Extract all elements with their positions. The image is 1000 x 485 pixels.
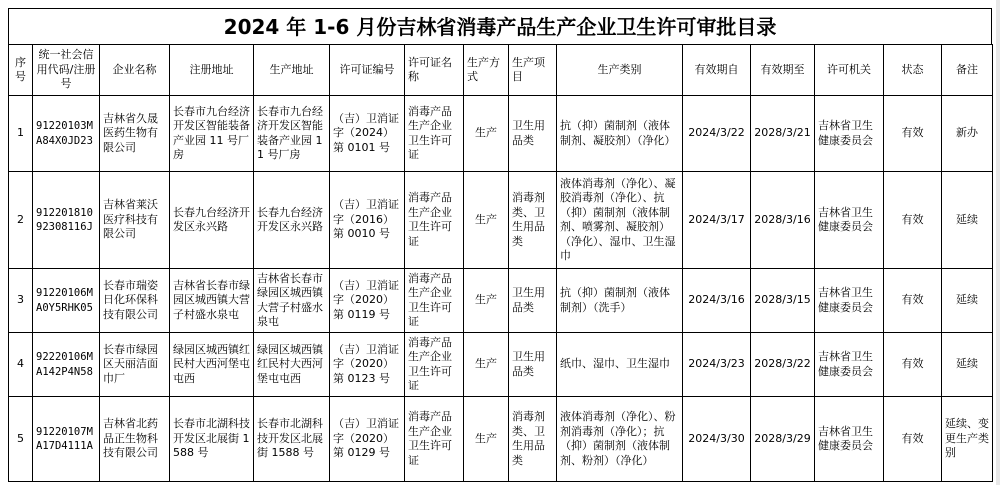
cell-prod-category: 抗（抑）菌制剂（液体制剂、凝胶剂）（净化） <box>557 96 683 172</box>
cell-credit-code: 91220103MA84X0JD23 <box>33 96 100 172</box>
cell-authority: 吉林省卫生健康委员会 <box>815 96 884 172</box>
cell-seq: 1 <box>9 96 33 172</box>
header-license-name: 许可证名称 <box>405 45 464 96</box>
cell-prod-item: 消毒剂类、卫生用品类 <box>509 397 557 482</box>
header-company: 企业名称 <box>100 45 170 96</box>
cell-status: 有效 <box>884 269 942 333</box>
cell-prod-address: 长春市九台经济开发区智能装备产业园 11 号厂房 <box>254 96 330 172</box>
cell-remark: 延续 <box>942 333 993 397</box>
header-credit-code: 统一社会信用代码/注册号 <box>33 45 100 96</box>
cell-company: 吉林省北药品正生物科技有限公司 <box>100 397 170 482</box>
cell-remark: 新办 <box>942 96 993 172</box>
cell-prod-item: 消毒剂类、卫生用品类 <box>509 172 557 269</box>
cell-prod-category: 液体消毒剂（净化）、凝胶消毒剂（净化）、抗（抑）菌制剂（液体制剂、喷雾剂、凝胶剂）（净化）、湿巾、卫生湿巾 <box>557 172 683 269</box>
header-valid-to: 有效期至 <box>751 45 815 96</box>
table-row <box>9 333 993 397</box>
cell-credit-code: 91220107MA17D4111A <box>33 397 100 482</box>
header-license-no: 许可证编号 <box>330 45 405 96</box>
cell-seq: 5 <box>9 397 33 482</box>
cell-license-no: （吉）卫消证字（2020）第 0123 号 <box>330 333 405 397</box>
cell-license-no: （吉）卫消证字（2024）第 0101 号 <box>330 96 405 172</box>
cell-reg-address: 长春市九台经济开发区智能装备产业园 11 号厂房 <box>170 96 254 172</box>
table-row <box>9 397 993 482</box>
table-row <box>9 96 993 172</box>
cell-remark: 延续 <box>942 269 993 333</box>
cell-seq: 4 <box>9 333 33 397</box>
cell-prod-category: 纸巾、湿巾、卫生湿巾 <box>557 333 683 397</box>
cell-prod-address: 绿园区城西镇红民村大西河堡屯屯西 <box>254 333 330 397</box>
cell-prod-item: 卫生用品类 <box>509 333 557 397</box>
cell-credit-code: 92220106MA142P4N58 <box>33 333 100 397</box>
cell-prod-address: 吉林省长春市绿园区城西镇大营子村盛水泉屯 <box>254 269 330 333</box>
cell-valid-to: 2028/3/22 <box>751 333 815 397</box>
table-body <box>9 96 993 482</box>
header-prod-address: 生产地址 <box>254 45 330 96</box>
header-valid-from: 有效期自 <box>683 45 751 96</box>
cell-prod-address: 长春市北湖科技开发区北展街 1588 号 <box>254 397 330 482</box>
cell-reg-address: 长春市北湖科技开发区北展街 1588 号 <box>170 397 254 482</box>
header-prod-category: 生产类别 <box>557 45 683 96</box>
cell-company: 吉林省莱沃医疗科技有限公司 <box>100 172 170 269</box>
cell-credit-code: 91220181092308116J <box>33 172 100 269</box>
cell-valid-from: 2024/3/17 <box>683 172 751 269</box>
table-row <box>9 172 993 269</box>
header-seq: 序号 <box>9 45 33 96</box>
cell-prod-mode: 生产 <box>464 269 509 333</box>
cell-license-name: 消毒产品生产企业卫生许可证 <box>405 96 464 172</box>
header-reg-address: 注册地址 <box>170 45 254 96</box>
cell-company: 吉林省久晟医药生物有限公司 <box>100 96 170 172</box>
cell-license-name: 消毒产品生产企业卫生许可证 <box>405 172 464 269</box>
cell-prod-mode: 生产 <box>464 397 509 482</box>
cell-valid-to: 2028/3/15 <box>751 269 815 333</box>
cell-prod-category: 液体消毒剂（净化）、粉剂消毒剂（净化）；抗（抑）菌制剂（液体制剂、粉剂）（净化） <box>557 397 683 482</box>
cell-seq: 3 <box>9 269 33 333</box>
cell-prod-category: 抗（抑）菌制剂（液体制剂）（洗手） <box>557 269 683 333</box>
cell-status: 有效 <box>884 333 942 397</box>
table-header <box>9 45 993 96</box>
cell-license-name: 消毒产品生产企业卫生许可证 <box>405 397 464 482</box>
table-row <box>9 269 993 333</box>
cell-license-name: 消毒产品生产企业卫生许可证 <box>405 269 464 333</box>
cell-remark: 延续 <box>942 172 993 269</box>
cell-authority: 吉林省卫生健康委员会 <box>815 333 884 397</box>
approval-table <box>8 44 993 482</box>
cell-prod-item: 卫生用品类 <box>509 96 557 172</box>
cell-license-no: （吉）卫消证字（2020）第 0119 号 <box>330 269 405 333</box>
page-edge-divider <box>996 0 1000 485</box>
cell-prod-address: 长春九台经济开发区永兴路 <box>254 172 330 269</box>
cell-license-name: 消毒产品生产企业卫生许可证 <box>405 333 464 397</box>
cell-status: 有效 <box>884 397 942 482</box>
header-prod-mode: 生产方式 <box>464 45 509 96</box>
cell-reg-address: 长春九台经济开发区永兴路 <box>170 172 254 269</box>
cell-status: 有效 <box>884 172 942 269</box>
cell-valid-from: 2024/3/22 <box>683 96 751 172</box>
cell-remark: 延续、变更生产类别 <box>942 397 993 482</box>
cell-prod-item: 卫生用品类 <box>509 269 557 333</box>
cell-reg-address: 绿园区城西镇红民村大西河堡屯屯西 <box>170 333 254 397</box>
cell-company: 长春市瑞姿日化环保科技有限公司 <box>100 269 170 333</box>
header-remark: 备注 <box>942 45 993 96</box>
header-prod-item: 生产项目 <box>509 45 557 96</box>
cell-company: 长春市绿园区天丽洁面巾厂 <box>100 333 170 397</box>
cell-authority: 吉林省卫生健康委员会 <box>815 172 884 269</box>
cell-prod-mode: 生产 <box>464 333 509 397</box>
cell-status: 有效 <box>884 96 942 172</box>
cell-valid-to: 2028/3/21 <box>751 96 815 172</box>
cell-valid-to: 2028/3/16 <box>751 172 815 269</box>
cell-valid-from: 2024/3/23 <box>683 333 751 397</box>
cell-credit-code: 91220106MA0Y5RHK05 <box>33 269 100 333</box>
cell-license-no: （吉）卫消证字（2016）第 0010 号 <box>330 172 405 269</box>
document-title: 2024 年 1-6 月份吉林省消毒产品生产企业卫生许可审批目录 <box>8 8 992 44</box>
cell-reg-address: 吉林省长春市绿园区城西镇大营子村盛水泉屯 <box>170 269 254 333</box>
header-authority: 许可机关 <box>815 45 884 96</box>
cell-seq: 2 <box>9 172 33 269</box>
cell-prod-mode: 生产 <box>464 96 509 172</box>
cell-authority: 吉林省卫生健康委员会 <box>815 397 884 482</box>
cell-valid-from: 2024/3/16 <box>683 269 751 333</box>
cell-prod-mode: 生产 <box>464 172 509 269</box>
cell-license-no: （吉）卫消证字（2020）第 0129 号 <box>330 397 405 482</box>
cell-valid-to: 2028/3/29 <box>751 397 815 482</box>
cell-authority: 吉林省卫生健康委员会 <box>815 269 884 333</box>
header-status: 状态 <box>884 45 942 96</box>
cell-valid-from: 2024/3/30 <box>683 397 751 482</box>
